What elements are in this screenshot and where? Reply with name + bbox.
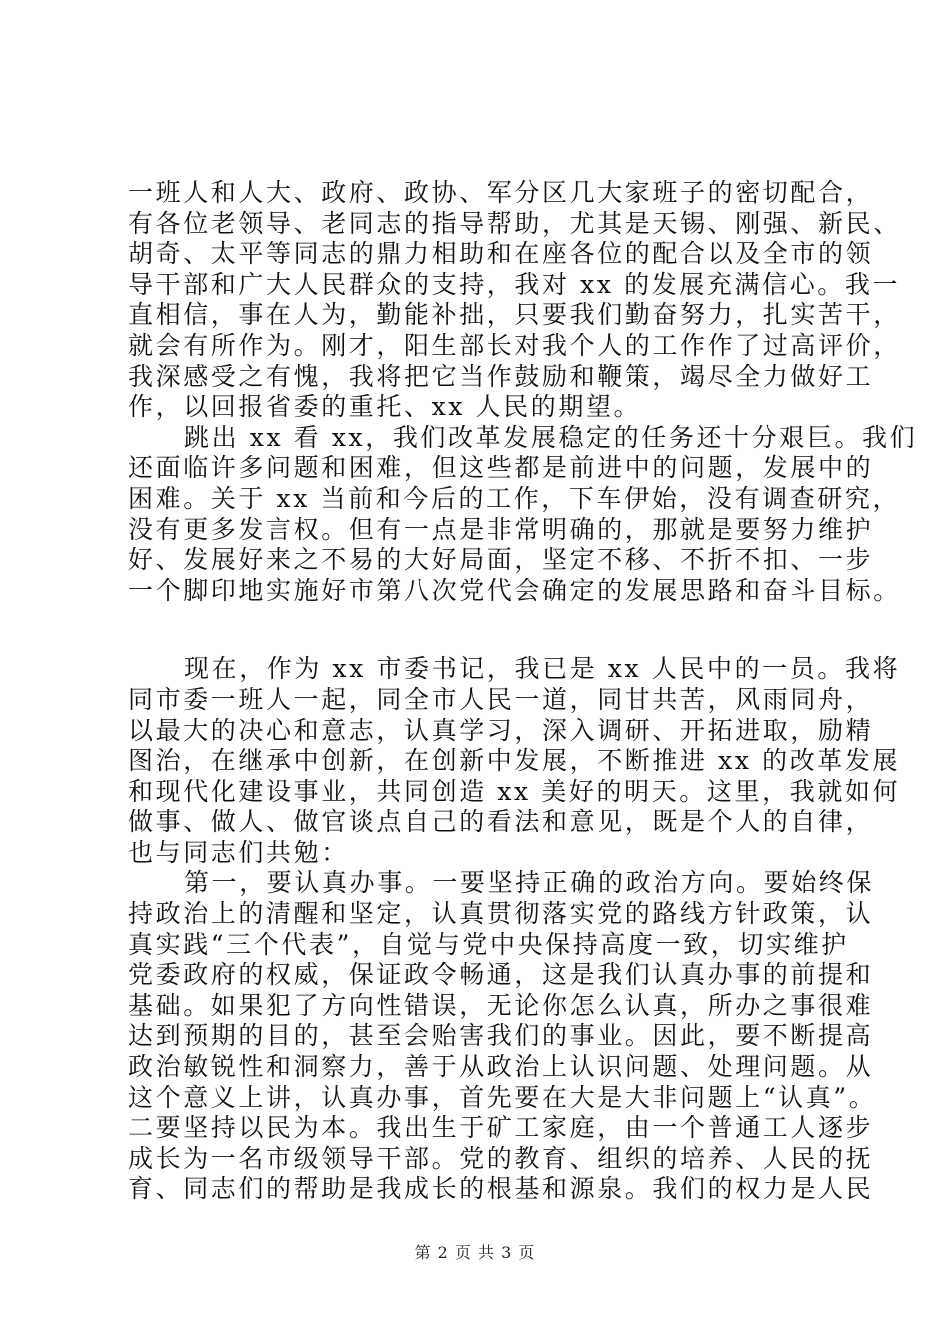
paragraph-3 xyxy=(128,654,901,868)
text-line: 真实践“三个代表”，自觉与党中央保持高度一致，切实维护 xyxy=(128,929,849,959)
text-line: 持政治上的清醒和坚定，认真贯彻落实党的路线方针政策，认 xyxy=(128,899,874,929)
text-line: 也与同志们共勉： xyxy=(128,837,349,867)
text-line: 导干部和广大人民群众的支持，我对 xx 的发展充满信心。我一 xyxy=(128,269,901,299)
paragraph-4 xyxy=(128,868,877,1205)
text-line: 第一，要认真办事。一要坚持正确的政治方向。要始终保 xyxy=(184,868,875,898)
paragraph-2 xyxy=(128,422,918,607)
text-line: 作，以回报省委的重托、xx 人民的期望。 xyxy=(128,392,642,422)
text-line: 一个脚印地实施好市第八次党代会确定的发展思路和奋斗目标。 xyxy=(128,575,901,605)
text-line: 有各位老领导、老同志的指导帮助，尤其是天锡、刚强、新民、 xyxy=(128,208,901,238)
text-line: 党委政府的权威，保证政令畅通，这是我们认真办事的前提和 xyxy=(128,960,874,990)
text-line: 图治，在继承中创新，在创新中发展，不断推进 xx 的改革发展 xyxy=(128,746,901,776)
text-line: 就会有所作为。刚才，阳生部长对我个人的工作作了过高评价， xyxy=(128,330,901,360)
text-line: 和现代化建设事业，共同创造 xx 美好的明天。这里，我就如何 xyxy=(128,776,901,806)
page-number-footer: 第 2 页 共 3 页 xyxy=(414,1243,536,1262)
text-line: 基础。如果犯了方向性错误，无论你怎么认真，所办之事很难 xyxy=(128,990,874,1020)
text-line: 同市委一班人一起，同全市人民一道，同甘共苦，风雨同舟， xyxy=(128,684,874,714)
text-line: 政治敏锐性和洞察力，善于从政治上认识问题、处理问题。从 xyxy=(128,1052,874,1082)
text-line: 我深感受之有愧，我将把它当作鼓励和鞭策，竭尽全力做好工 xyxy=(128,361,874,391)
text-line: 跳出 xx 看 xx，我们改革发展稳定的任务还十分艰巨。我们 xyxy=(184,422,918,452)
text-line: 好、发展好来之不易的大好局面，坚定不移、不折不扣、一步 xyxy=(128,545,874,575)
paragraph-1 xyxy=(128,178,901,423)
document-body xyxy=(128,178,918,1205)
text-line: 困难。关于 xx 当前和今后的工作，下车伊始，没有调查研究， xyxy=(128,483,901,513)
text-line: 胡奇、太平等同志的鼎力相助和在座各位的配合以及全市的领 xyxy=(128,239,874,269)
text-line: 达到预期的目的，甚至会贻害我们的事业。因此，要不断提高 xyxy=(128,1021,874,1051)
text-line: 一班人和人大、政府、政协、军分区几大家班子的密切配合， xyxy=(128,178,874,207)
text-line: 现在，作为 xx 市委书记，我已是 xx 人民中的一员。我将 xyxy=(184,654,901,684)
text-line: 以最大的决心和意志，认真学习，深入调研、开拓进取，励精 xyxy=(128,715,874,745)
text-line: 育、同志们的帮助是我成长的根基和源泉。我们的权力是人民 xyxy=(128,1174,874,1204)
text-line: 成长为一名市级领导干部。党的教育、组织的培养、人民的抚 xyxy=(128,1143,874,1173)
text-line: 做事、做人、做官谈点自己的看法和意见，既是个人的自律， xyxy=(128,807,874,837)
text-line: 还面临许多问题和困难，但这些都是前进中的问题，发展中的 xyxy=(128,453,874,483)
text-line: 二要坚持以民为本。我出生于矿工家庭，由一个普通工人逐步 xyxy=(128,1113,874,1143)
text-line: 这个意义上讲，认真办事，首先要在大是大非问题上“认真”。 xyxy=(128,1082,877,1112)
text-line: 直相信，事在人为，勤能补拙，只要我们勤奋努力，扎实苦干， xyxy=(128,300,901,330)
paragraph-spacer xyxy=(128,606,868,654)
text-line: 没有更多发言权。但有一点是非常明确的，那就是要努力维护 xyxy=(128,514,874,544)
